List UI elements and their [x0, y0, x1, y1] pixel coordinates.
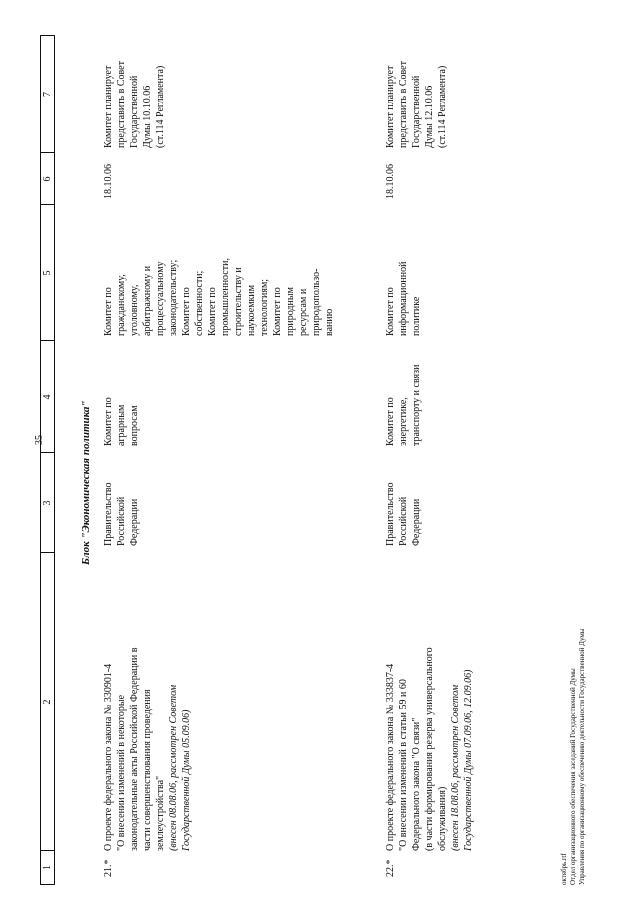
co-executor-line: природопользо-	[311, 268, 322, 336]
co-executor-line: Комитет по	[103, 287, 114, 336]
bill-note-line: (внесен 08.08.06, рассмотрен Советом	[168, 684, 179, 851]
document-footer	[560, 35, 587, 885]
row-number: 22.*	[385, 859, 396, 877]
bill-note-line: Государственной Думы 07.09.06, 12.09.06)	[463, 669, 474, 851]
initiator-line: Федерации	[129, 498, 140, 546]
column-header-7: 7	[42, 92, 53, 97]
bill-description	[102, 561, 193, 851]
co-executor-line: собственности;	[194, 270, 205, 336]
plan-line: представить в Совет	[116, 61, 127, 148]
column-header-4: 4	[42, 394, 53, 400]
description-line: О проекте федерального закона № 333837-4	[385, 663, 396, 851]
initiator-line: Правительство	[385, 482, 396, 546]
co-executor-line: арбитражному и	[142, 265, 153, 336]
block-title: Блок "Экономическая политика"	[80, 400, 92, 565]
column-header-row	[40, 35, 55, 885]
description-line: законодательные акты Российской Федерации в	[129, 647, 140, 851]
co-executor-line: технологиям;	[259, 278, 270, 336]
plan-line: (ст.114 Регламента)	[155, 65, 166, 148]
responsible-line: Комитет по	[385, 397, 396, 446]
co-executor-line: гражданскому,	[116, 274, 127, 336]
co-executor-line: строительству и	[233, 267, 244, 336]
responsible-line: аграрным	[116, 404, 127, 446]
column-header-6: 6	[42, 176, 53, 182]
plan-line: Комитет планирует	[385, 65, 396, 148]
co-executor-line: законодательству;	[168, 259, 179, 336]
plan-line: Думы 12.10.06	[424, 85, 435, 148]
footer-filename: октябрь.rtf	[560, 853, 568, 885]
responsible-line: энергетике,	[398, 397, 409, 446]
co-executor-line: природным	[285, 287, 296, 336]
description-line: землеустройства"	[155, 775, 166, 851]
co-executor-line: ресурсам и	[298, 288, 309, 336]
initiator-line: Российской	[116, 496, 127, 546]
co-executor-line: процессуальному	[155, 261, 166, 336]
description-line: Федерального закона "О связи"	[411, 717, 422, 851]
page-number: 35	[34, 435, 45, 445]
description-line: обслуживания)	[437, 786, 448, 851]
document-table	[40, 35, 600, 885]
responsible-line: вопросам	[129, 405, 140, 446]
bill-description	[384, 561, 475, 851]
column-header-2: 2	[42, 699, 53, 705]
co-executor-committees	[384, 214, 423, 336]
description-line: "О внесении изменений в статьи 59 и 60	[398, 679, 409, 851]
initiator	[102, 461, 141, 546]
co-executor-committees	[102, 214, 336, 336]
committee-plan	[102, 38, 167, 148]
review-date: 18.10.06	[385, 164, 396, 199]
co-executor-line: информационной	[398, 261, 409, 336]
responsible-committee	[102, 336, 141, 446]
co-executor-line: уголовному,	[129, 284, 140, 336]
column-header-5: 5	[42, 270, 53, 276]
responsible-line: транспорту и связи	[411, 364, 422, 446]
plan-line: представить в Совет	[398, 61, 409, 148]
initiator-line: Федерации	[411, 498, 422, 546]
co-executor-line: промышленности,	[220, 258, 231, 336]
description-line: О проекте федерального закона № 330901-4	[103, 663, 114, 851]
description-line: "О внесении изменений в некоторые	[116, 694, 127, 851]
co-executor-line: ванию	[324, 308, 335, 336]
co-executor-line: Комитет по	[207, 287, 218, 336]
review-date: 18.10.06	[103, 164, 114, 199]
co-executor-line: наукоемким	[246, 284, 257, 336]
co-executor-line: Комитет по	[385, 287, 396, 336]
column-header-3: 3	[42, 500, 53, 506]
co-executor-line: Комитет по	[181, 287, 192, 336]
plan-line: Думы 10.10.06	[142, 85, 153, 148]
initiator	[384, 461, 423, 546]
plan-line: Государственной	[129, 75, 140, 148]
bill-note-line: (внесен 18.08.06, рассмотрен Советом	[450, 684, 461, 851]
footer-department: Отдел организационного обеспечения заседаний Государственной Думы	[569, 668, 577, 885]
responsible-line: Комитет по	[103, 397, 114, 446]
plan-line: Комитет планирует	[103, 65, 114, 148]
plan-line: Государственной	[411, 75, 422, 148]
co-executor-line: политике	[411, 296, 422, 336]
row-number: 21.*	[103, 859, 114, 877]
description-line: (в части формирования резерва универсального	[424, 647, 435, 851]
bill-note-line: Государственной Думы 05.09.06)	[181, 709, 192, 851]
co-executor-line: Комитет по	[272, 287, 283, 336]
committee-plan	[384, 38, 449, 148]
footer-directorate: Управления по организационному обеспечению деятельности Государственной Думы	[578, 628, 586, 885]
initiator-line: Правительство	[103, 482, 114, 546]
description-line: части совершенствования проведения	[142, 689, 153, 851]
plan-line: (ст.114 Регламента)	[437, 65, 448, 148]
responsible-committee	[384, 336, 423, 446]
initiator-line: Российской	[398, 496, 409, 546]
column-header-1: 1	[42, 865, 53, 870]
